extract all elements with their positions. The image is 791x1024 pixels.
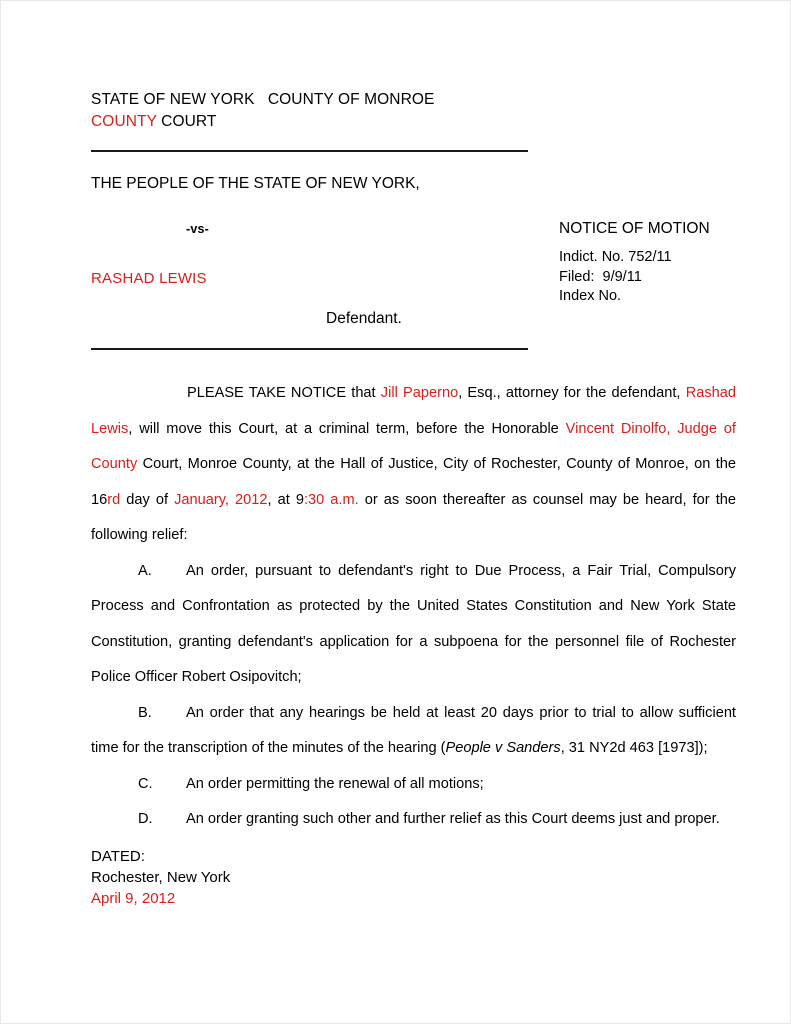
relief-item-a [91, 554, 736, 696]
relief-item-c [91, 767, 736, 803]
caption-county-word: COUNTY [91, 113, 157, 130]
hearing-month-year: January, 2012 [174, 491, 268, 508]
relief-item-b-text-before: An order that any hearings be held at least 20 days prior to trial to allow sufficient time for the transcription of the minutes of the hearing ( [91, 704, 736, 756]
versus-label: -vs- [186, 222, 210, 236]
caption-court-word: COURT [156, 113, 217, 130]
caption-court-line [91, 111, 736, 132]
notice-of-motion-title: NOTICE OF MOTION [559, 220, 710, 237]
intro-part-7: or as soon thereafter as counsel may be heard, for the following relief: [91, 491, 736, 543]
intro-part-6: , at 9 [267, 491, 304, 508]
dated-city: Rochester, New York [91, 868, 231, 886]
caption-rule-bottom-wrap [91, 348, 736, 350]
document-body [91, 89, 736, 909]
caption-rule-bottom [91, 348, 528, 350]
dated-date: April 9, 2012 [91, 889, 176, 907]
intro-part-1: PLEASE TAKE NOTICE that [187, 385, 381, 401]
body-text [91, 376, 736, 838]
caption-rule-top [91, 150, 528, 152]
index-number: Index No. [559, 288, 622, 304]
indictment-number: Indict. No. 752/11 [559, 249, 672, 265]
relief-item-d [91, 802, 736, 838]
defendant-label: Defendant. [326, 310, 402, 327]
intro-part-2: , Esq., attorney for the defendant, [458, 385, 686, 401]
case-citation: People v Sanders [445, 740, 561, 756]
defendant-name-inline: Rashad Lewis [91, 385, 736, 437]
relief-item-d-text: An order granting such other and further relief as this Court deems just and proper. [186, 811, 720, 827]
relief-item-d-letter: D. [138, 811, 153, 827]
caption-people-party: THE PEOPLE OF THE STATE OF NEW YORK, [91, 175, 420, 192]
relief-item-a-letter: A. [138, 562, 152, 579]
dated-block [91, 846, 736, 909]
defendant-name-row [91, 249, 736, 304]
versus-row [91, 222, 736, 244]
intro-part-3: , will move this Court, at a criminal term, before the Honorable [128, 420, 566, 437]
intro-part-4: Court, Monroe County, at the Hall of Justice, City of Rochester, County of Monroe, on the 16 [91, 456, 736, 508]
filed-date: Filed: 9/9/11 [559, 268, 642, 285]
relief-item-c-text: An order permitting the renewal of all motions; [186, 775, 484, 792]
caption-state-county: STATE OF NEW YORK COUNTY OF MONROE [91, 91, 435, 108]
defendant-name: RASHAD LEWIS [91, 270, 207, 287]
relief-item-b-text [91, 696, 736, 767]
index-block [559, 248, 672, 307]
hearing-time: :30 a.m. [303, 491, 359, 508]
day-suffix: rd [107, 491, 121, 508]
judge-name: Vincent Dinolfo, Judge of County [91, 420, 736, 472]
intro-part-5: day of [120, 491, 175, 508]
dated-label: DATED: [91, 847, 145, 865]
relief-item-b-letter: B. [138, 704, 152, 721]
defendant-label-row [91, 310, 736, 332]
relief-item-a-text: An order, pursuant to defendant's right to Due Process, a Fair Trial, Compulsory Process and Confrontation as protected by the United States Constitution and New York State Constitution, granting defendant's application for a subpoena for the personnel file of Rochester Police Officer Robert Osipovitch; [91, 562, 736, 685]
attorney-name: Jill Paperno [380, 385, 459, 401]
relief-item-b [91, 696, 736, 767]
intro-paragraph [91, 376, 736, 554]
relief-item-c-letter: C. [138, 775, 153, 792]
relief-item-b-text-after: , 31 NY2d 463 [1973]); [560, 740, 708, 756]
dated-values [91, 867, 736, 909]
